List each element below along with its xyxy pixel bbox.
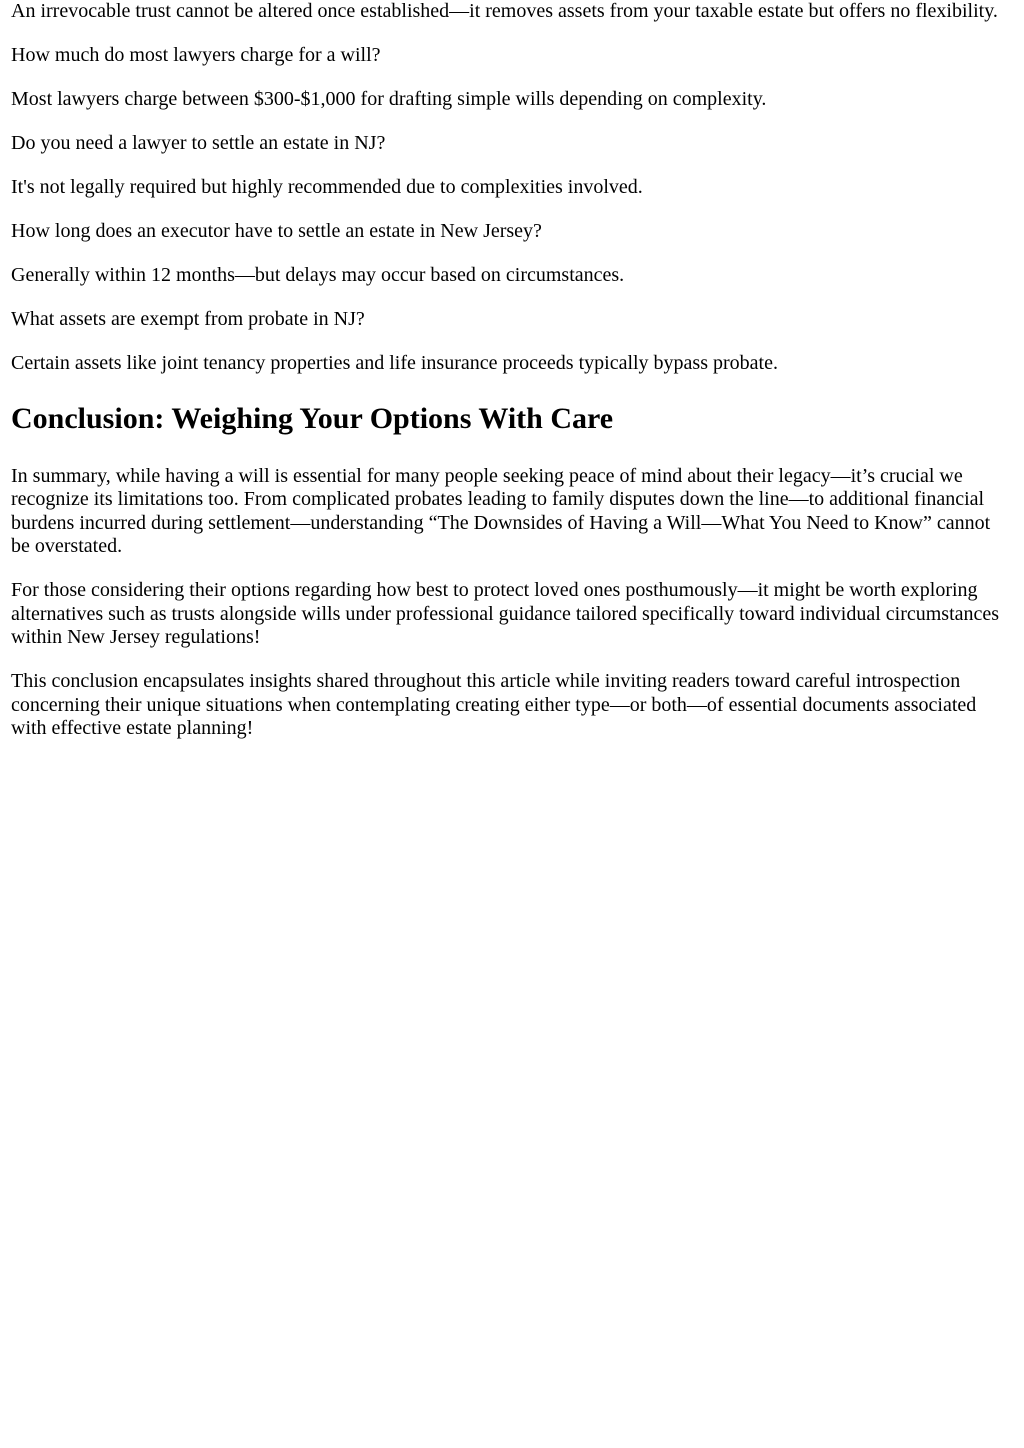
faq-answer-exempt-assets: Certain assets like joint tenancy properties and life insurance proceeds typically bypass probate. <box>11 352 778 374</box>
faq-section <box>11 0 1014 376</box>
faq-question-lawyer-cost: How much do most lawyers charge for a will? <box>11 44 381 66</box>
faq-answer-need-lawyer: It's not legally required but highly recommended due to complexities involved. <box>11 176 643 198</box>
faq-answer-executor-time: Generally within 12 months—but delays may occur based on circumstances. <box>11 264 625 286</box>
conclusion-section <box>11 402 1014 741</box>
conclusion-paragraph-closing: This conclusion encapsulates insights shared throughout this article while inviting readers toward careful introspection concerning their unique situations when contemplating creating either type—or both—of essential documents associated with effective estate planning! <box>11 670 977 739</box>
conclusion-paragraph-summary: In summary, while having a will is essential for many people seeking peace of mind about their legacy—it’s crucial we recognize its limitations too. From complicated probates leading to family disputes down the line—to additional financial burdens incurred during settlement—understanding “The Downsides of Having a Will—What You Need to Know” cannot be overstated. <box>11 464 991 557</box>
conclusion-heading: Conclusion: Weighing Your Options With Care <box>11 401 614 435</box>
faq-question-exempt-assets: What assets are exempt from probate in NJ? <box>11 308 365 330</box>
faq-answer-irrevocable-trust: An irrevocable trust cannot be altered once established—it removes assets from your taxable estate but offers no flexibility. <box>11 0 998 22</box>
conclusion-paragraph-alternatives: For those considering their options regarding how best to protect loved ones posthumously—it might be worth exploring alternatives such as trusts alongside wills under professional guidance tailored specifically toward individual circumstances within New Jersey regulations! <box>11 579 1000 648</box>
faq-question-executor-time: How long does an executor have to settle an estate in New Jersey? <box>11 220 542 242</box>
faq-answer-lawyer-cost: Most lawyers charge between $300-$1,000 for drafting simple wills depending on complexity. <box>11 88 767 110</box>
faq-question-need-lawyer: Do you need a lawyer to settle an estate in NJ? <box>11 132 386 154</box>
